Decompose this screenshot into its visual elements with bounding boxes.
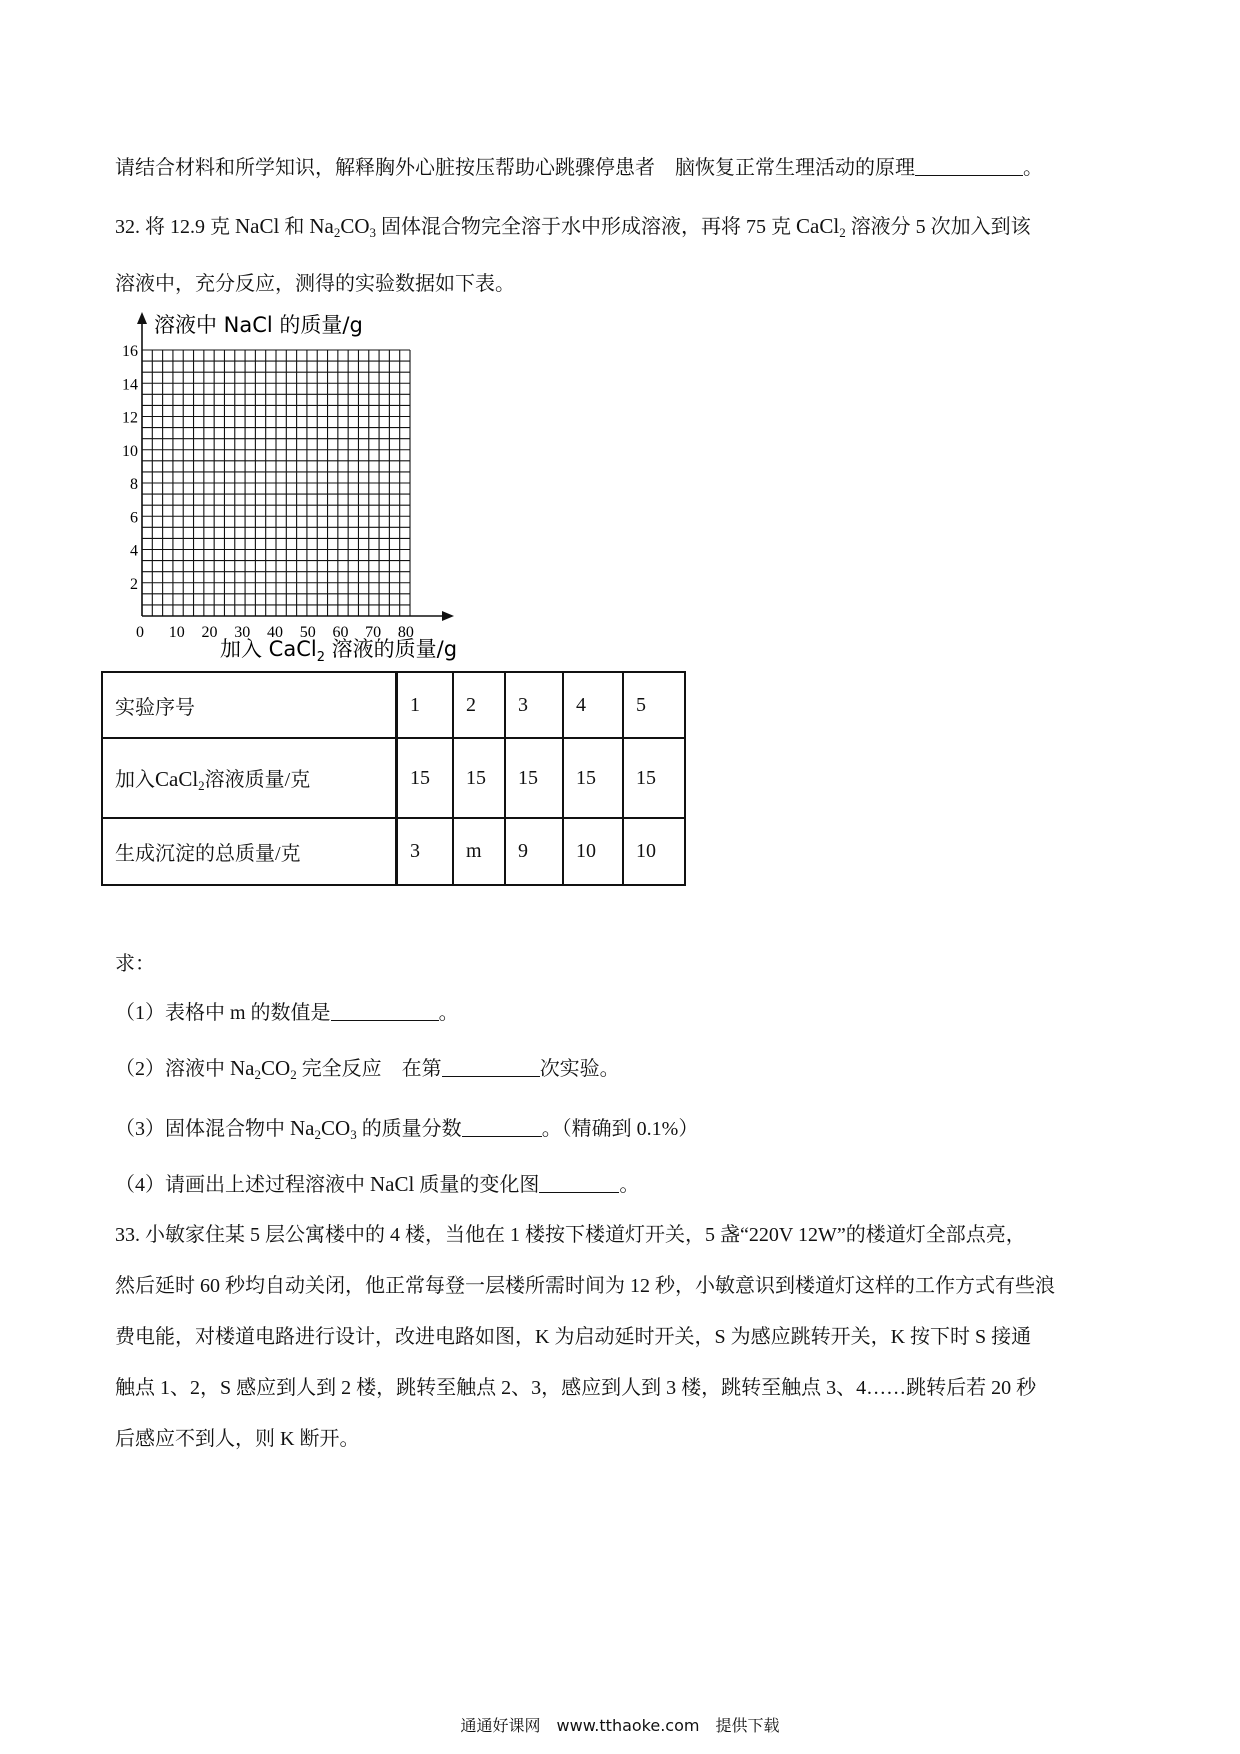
table-row: [102, 672, 685, 738]
x-tick-label: 40: [266, 624, 283, 641]
answer-blank[interactable]: [915, 155, 1023, 176]
q32-text-a: 32. 将 12.9 克: [115, 216, 235, 238]
q33-line-1: 33. 小敏家住某 5 层公寓楼中的 4 楼，当他在 1 楼按下楼道灯开关，5 盏“220V 12W”的楼道灯全部点亮，: [115, 1224, 1026, 1246]
formula-nacl: NaCl: [235, 214, 280, 238]
answer-blank[interactable]: [331, 1000, 439, 1021]
y-axis-arrow: [137, 312, 147, 324]
x-tick-label: 20: [201, 624, 218, 641]
x-axis-title: 加入 CaCl$_2$ 溶液的质量/g: [220, 637, 458, 665]
table-cell: 2: [453, 672, 505, 738]
q33-line-5: 后感应不到人，则 K 断开。: [115, 1428, 360, 1450]
x-tick-label: 80: [397, 624, 414, 641]
y-tick-label: 2: [130, 575, 138, 593]
formula-cacl2: CaCl$_2$: [796, 214, 846, 240]
row-header: 加入CaCl$_2$溶液质量/克: [102, 738, 397, 818]
sub-question-3: （3）固体混合物中 $Na_2CO_3$ 的质量分数 。（精确到 0.1%）: [115, 1116, 699, 1142]
sub-question-4: （4）请画出上述过程溶液中 NaCl 质量的变化图 。: [115, 1172, 640, 1196]
page-footer: 通通好课网 www.tthaoke.com 提供下载: [460, 1716, 780, 1735]
row-header: 生成沉淀的总质量/克: [102, 818, 397, 885]
answer-grid-chart: [120, 310, 460, 670]
table-cell: 4: [563, 672, 623, 738]
table-cell: 10: [623, 818, 685, 885]
table-cell: 15: [453, 738, 505, 818]
q32-line-2: 溶液中，充分反应，测得的实验数据如下表。: [115, 273, 515, 295]
y-axis-title: 溶液中 NaCl 的质量/g: [154, 313, 363, 337]
ask-label: 求：: [115, 953, 155, 975]
x-tick-label: 70: [365, 624, 382, 641]
formula-na2co3: $Na_2CO_3$: [309, 214, 377, 240]
table-cell: 15: [563, 738, 623, 818]
x-tick-label: 60: [332, 624, 349, 641]
row-header: 实验序号: [102, 672, 397, 738]
y-tick-label: 8: [130, 476, 138, 493]
y-tick-label: 4: [130, 542, 138, 560]
table-row: [102, 738, 685, 818]
table-cell: 5: [623, 672, 685, 738]
intro-text: 请结合材料和所学知识，解释胸外心脏按压帮助心跳骤停患者 脑恢复正常生理活动的原理: [115, 157, 915, 179]
sub-question-1: （1）表格中 m 的数值是 。: [115, 1002, 459, 1024]
q32-line-1: [115, 212, 1031, 247]
x-tick-label: 50: [299, 624, 316, 641]
q32-text-b: 固体混合物完全溶于水中形成溶液，再将 75 克: [376, 216, 797, 238]
y-tick-label: 6: [130, 509, 138, 527]
table-cell: 3: [397, 818, 454, 885]
answer-blank[interactable]: [462, 1116, 542, 1137]
grid-lines: [142, 350, 410, 616]
table-cell: 15: [623, 738, 685, 818]
answer-blank[interactable]: [442, 1056, 540, 1077]
table-row: [102, 818, 685, 885]
table-cell: 9: [505, 818, 563, 885]
x-tick-label: 10: [168, 624, 185, 641]
y-tick-label: 16: [122, 343, 138, 360]
y-tick-label: 14: [122, 376, 138, 394]
q32-text-and: 和: [279, 216, 310, 238]
intro-line: [115, 154, 1043, 182]
y-tick-label: 12: [122, 409, 138, 427]
q33-line-3: 费电能，对楼道电路进行设计，改进电路如图，K 为启动延时开关，S 为感应跳转开关，K 按下时 S 接通: [115, 1326, 1032, 1348]
table-cell: 10: [563, 818, 623, 885]
intro-end: 。: [1023, 157, 1043, 179]
table-cell: 1: [397, 672, 454, 738]
grid-chart-svg: [120, 310, 460, 670]
x-tick-label: 0: [136, 624, 144, 641]
table-cell: m: [453, 818, 505, 885]
y-tick-labels: [122, 343, 138, 593]
x-axis-arrow: [442, 611, 454, 621]
table-cell: 3: [505, 672, 563, 738]
data-table: [101, 671, 686, 886]
sub-question-2: （2）溶液中 $Na_2CO_2$ 完全反应 在第 次实验。: [115, 1056, 620, 1082]
q33-line-2: 然后延时 60 秒均自动关闭，他正常每登一层楼所需时间为 12 秒，小敏意识到楼道灯这样的工作方式有些浪: [115, 1275, 1055, 1297]
table-cell: 15: [397, 738, 454, 818]
q32-text-c: 溶液分 5 次加入到该: [845, 216, 1031, 238]
answer-blank[interactable]: [539, 1172, 619, 1193]
chart-axes: [137, 312, 454, 621]
x-tick-label: 30: [234, 624, 251, 641]
y-tick-label: 10: [122, 442, 138, 460]
q33-line-4: 触点 1、2，S 感应到人到 2 楼，跳转至触点 2、3，感应到人到 3 楼，跳转至触点 3、4……跳转后若 20 秒: [115, 1377, 1037, 1399]
table-cell: 15: [505, 738, 563, 818]
